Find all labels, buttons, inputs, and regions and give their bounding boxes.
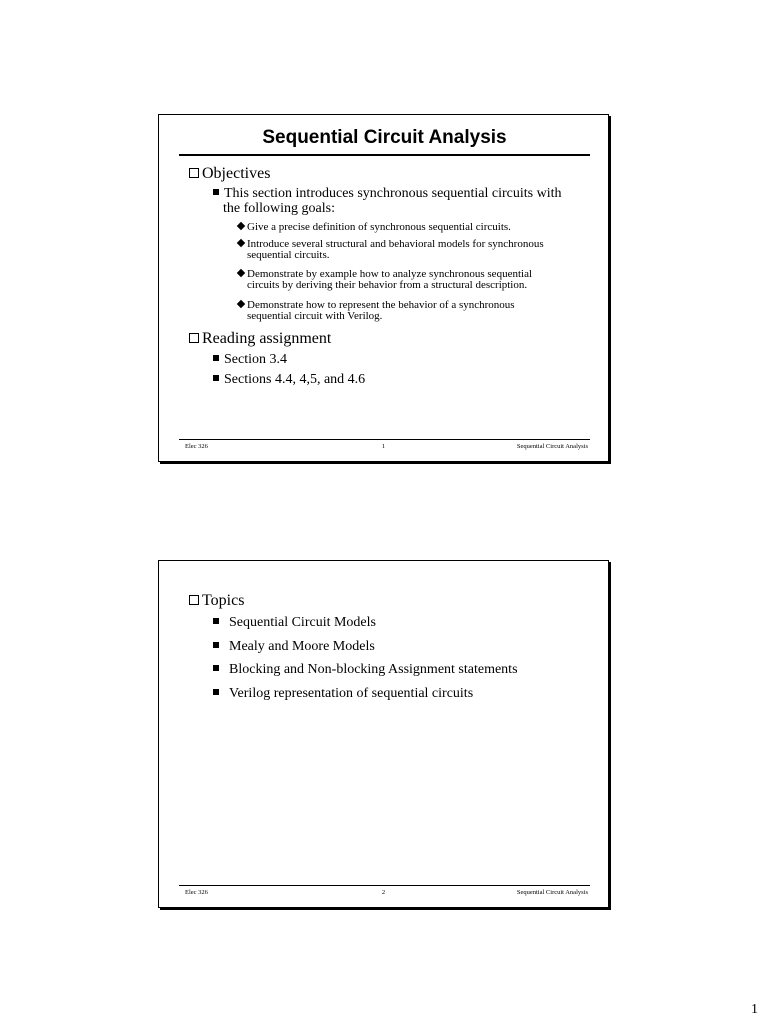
diamond-bullet-icon	[237, 222, 245, 230]
objectives-heading: Objectives	[189, 165, 270, 183]
diamond-bullet-icon	[237, 300, 245, 308]
topic-item: Sequential Circuit Models	[213, 615, 376, 630]
footer-divider	[179, 885, 590, 886]
topic-item: Blocking and Non-blocking Assignment statements	[213, 662, 518, 677]
slide-1	[158, 114, 609, 462]
hollow-square-bullet-icon	[189, 595, 199, 605]
goal-item: Introduce several structural and behavioral models for synchronous sequential circuits.	[237, 239, 544, 261]
footer-slide-number: 1	[381, 443, 386, 450]
filled-square-bullet-icon	[213, 375, 219, 381]
filled-square-bullet-icon	[213, 642, 219, 648]
goal-item: Demonstrate by example how to analyze synchronous sequential circuits by deriving their behavior from a structural description.	[237, 269, 532, 291]
slide-title: Sequential Circuit Analysis	[262, 127, 507, 148]
filled-square-bullet-icon	[213, 665, 219, 671]
reading-heading: Reading assignment	[189, 330, 331, 348]
topics-heading: Topics	[189, 592, 244, 610]
page-number: 1	[751, 1002, 758, 1017]
filled-square-bullet-icon	[213, 355, 219, 361]
hollow-square-bullet-icon	[189, 168, 199, 178]
hollow-square-bullet-icon	[189, 333, 199, 343]
slide-2	[158, 560, 609, 908]
topic-item: Verilog representation of sequential circuits	[213, 686, 473, 701]
diamond-bullet-icon	[237, 239, 245, 247]
footer-slide-number: 2	[381, 889, 386, 896]
intro-bullet: This section introduces synchronous sequential circuits with the following goals:	[213, 186, 562, 216]
filled-square-bullet-icon	[213, 189, 219, 195]
footer-course: Elec 326	[185, 443, 208, 450]
footer-title: Sequential Circuit Analysis	[516, 443, 588, 450]
footer-divider	[179, 439, 590, 440]
diamond-bullet-icon	[237, 269, 245, 277]
filled-square-bullet-icon	[213, 618, 219, 624]
footer-title: Sequential Circuit Analysis	[516, 889, 588, 896]
goal-item: Demonstrate how to represent the behavior of a synchronous sequential circuit with Verilog.	[237, 300, 515, 322]
topic-item: Mealy and Moore Models	[213, 639, 375, 654]
reading-item: Sections 4.4, 4,5, and 4.6	[213, 372, 365, 387]
footer-course: Elec 326	[185, 889, 208, 896]
goal-item: Give a precise definition of synchronous sequential circuits.	[237, 222, 511, 233]
filled-square-bullet-icon	[213, 689, 219, 695]
reading-item: Section 3.4	[213, 352, 287, 367]
title-divider	[179, 154, 590, 156]
